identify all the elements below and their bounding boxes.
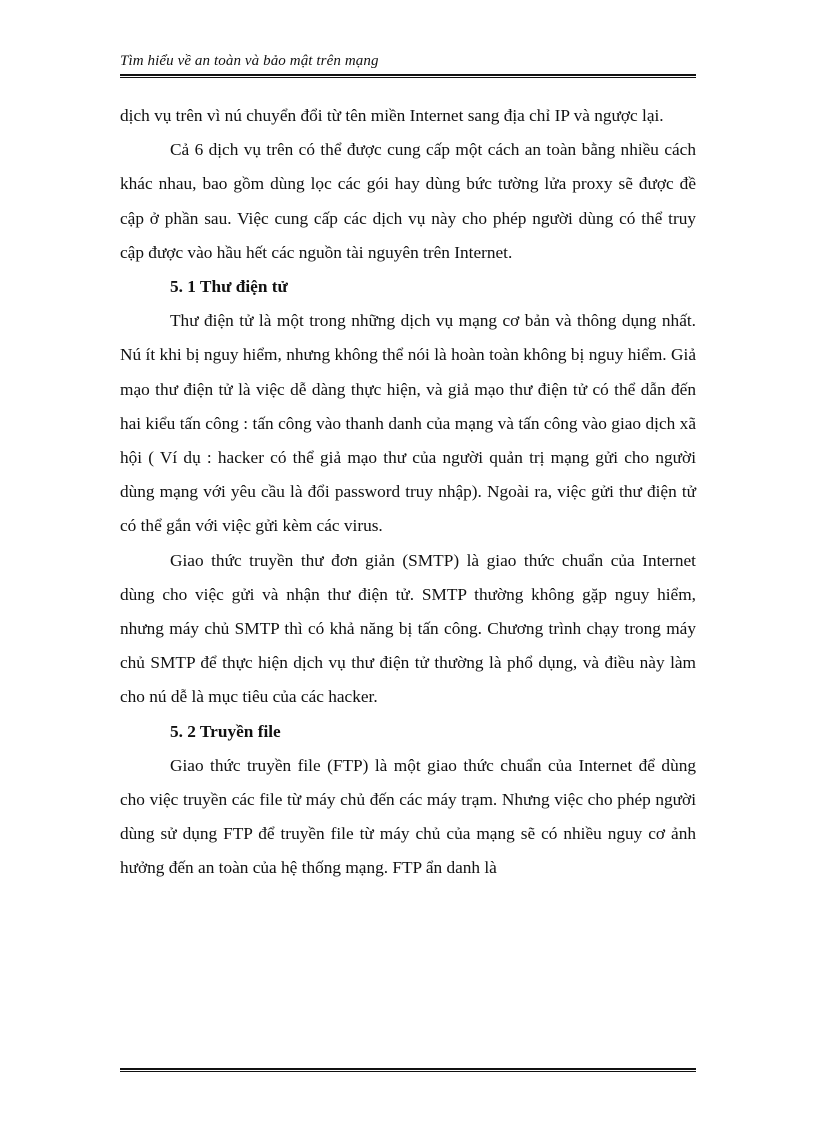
- paragraph-email-1: Thư điện tử là một trong những dịch vụ mạng cơ bản và thông dụng nhất. Nú ít khi bị nguy hiểm, nhưng không thể nói là hoàn toàn không bị nguy hiểm. Giả mạo thư điện tử là việc dễ dàng thực hiện, và giả mạo thư điện tử có thể dẫn đến hai kiểu tấn công : tấn công vào thanh danh của mạng và tấn công vào giao dịch xã hội ( Ví dụ : hacker có thể giả mạo thư của người quản trị mạng gửi cho người dùng mạng với yêu cầu là đổi password truy nhập). Ngoài ra, việc gửi thư điện tử có thể gắn với việc gửi kèm các virus.: [120, 311, 696, 536]
- footer-rule: [120, 1068, 696, 1072]
- section-heading-email: 5. 1 Thư điện tử: [170, 277, 288, 297]
- paragraph-email-2: Giao thức truyền thư đơn giản (SMTP) là giao thức chuẩn của Internet dùng cho việc gửi và nhận thư điện tử. SMTP thường không gặp nguy hiểm, nhưng máy chủ SMTP thì có khả năng bị tấn công. Chương trình chạy trong máy chủ SMTP để thực hiện dịch vụ thư điện tử thường là phổ dụng, và điều này làm cho nú dễ là mục tiêu của các hacker.: [120, 550, 696, 707]
- paragraph-services: Cả 6 dịch vụ trên có thể được cung cấp một cách an toàn bằng nhiều cách khác nhau, bao gồm dùng lọc các gói hay dùng bức tường lửa proxy sẽ được đề cập ở phần sau. Việc cung cấp các dịch vụ này cho phép người dùng có thể truy cập được vào hầu hết các nguồn tài nguyên trên Internet.: [120, 140, 696, 262]
- paragraph-continued: dịch vụ trên vì nú chuyển đổi từ tên miền Internet sang địa chỉ IP và ngược lại.: [120, 106, 664, 125]
- document-body: [120, 99, 696, 886]
- header-title: Tìm hiểu về an toàn và bảo mật trên mạng: [120, 53, 379, 69]
- header-rule: [120, 74, 696, 78]
- section-heading-file-transfer: 5. 2 Truyền file: [170, 721, 281, 741]
- running-header: [120, 52, 696, 70]
- paragraph-file-transfer-1: Giao thức truyền file (FTP) là một giao thức chuẩn của Internet để dùng cho việc truyền các file từ máy chủ đến các máy trạm. Nhưng việc cho phép người dùng sử dụng FTP để truyền file từ máy chủ của mạng sẽ có nhiều nguy cơ ảnh hưởng đến an toàn của hệ thống mạng. FTP ẩn danh là: [120, 755, 696, 878]
